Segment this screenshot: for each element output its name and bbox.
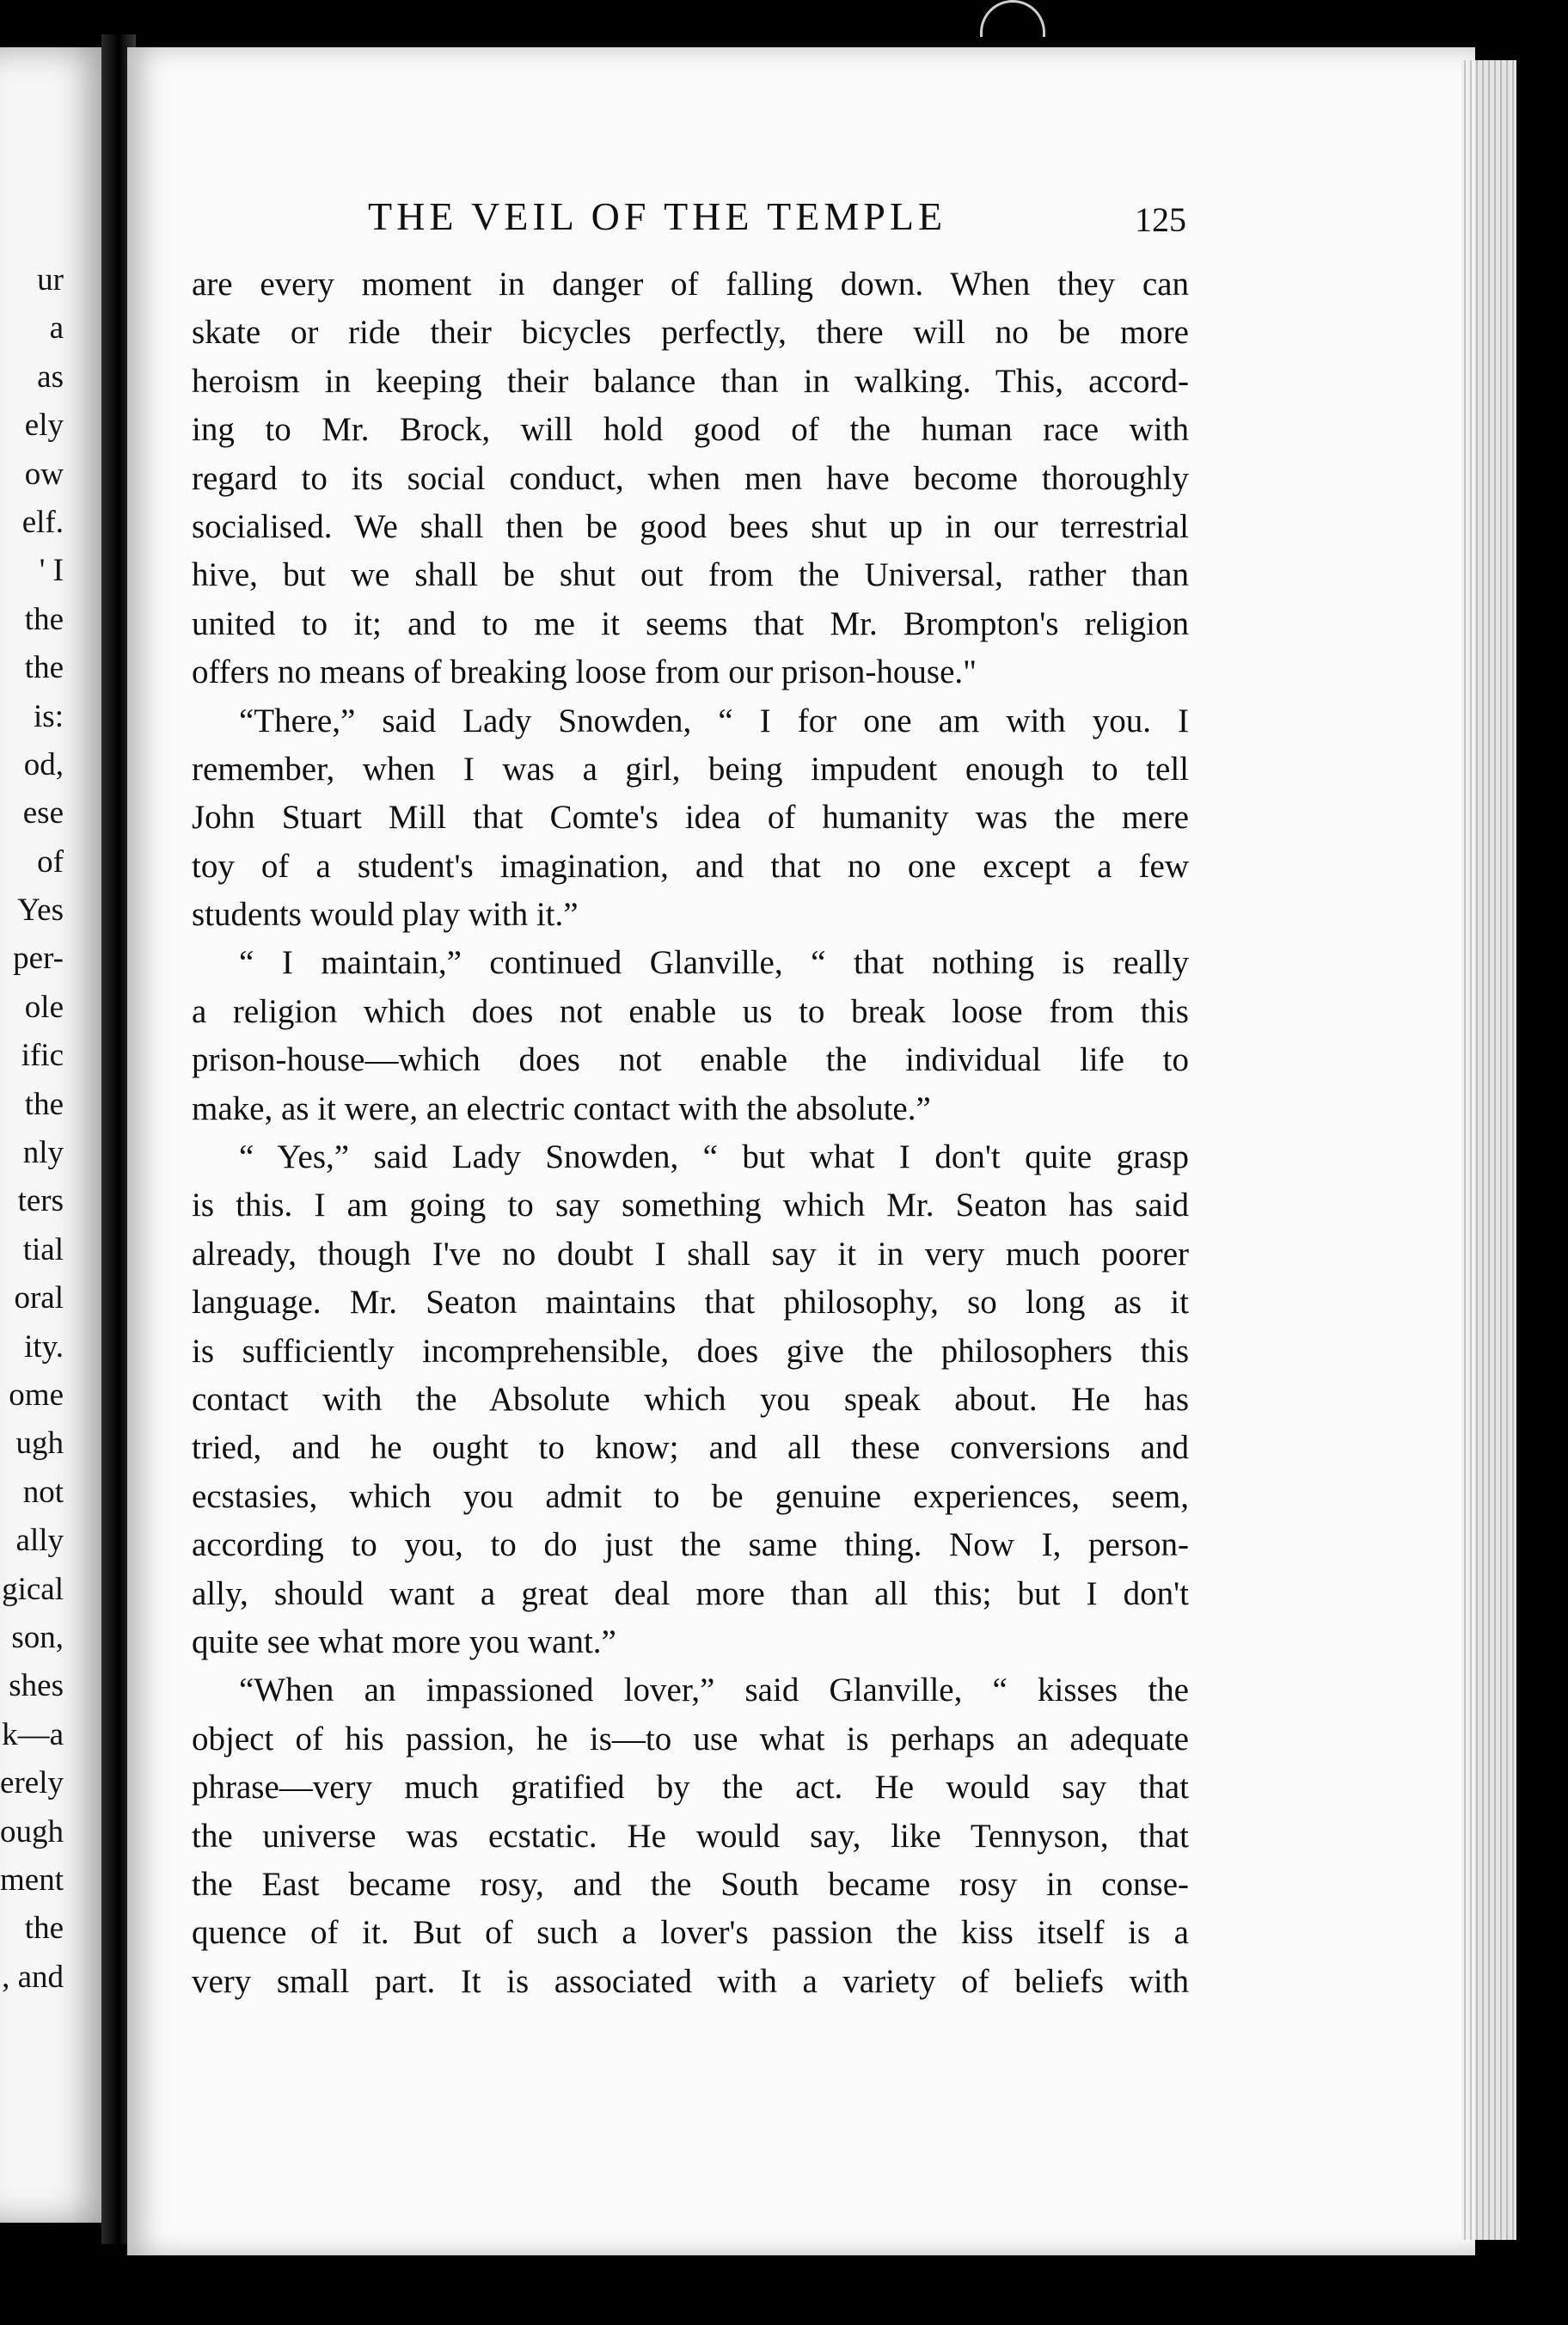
text-line: ally, should want a great deal more than all this; but I don't [192, 1574, 1189, 1612]
text-line: remember, when I was a girl, being impudent enough to tell [192, 750, 1189, 788]
left-page [0, 47, 113, 2223]
text-line: hive, but we shall be shut out from the Universal, rather than [192, 556, 1189, 594]
page-number: 125 [1135, 200, 1186, 239]
left-page-fragment: nly [22, 1135, 64, 1171]
left-page-fragment: the [24, 601, 64, 637]
left-page-text-fragments [0, 256, 64, 2002]
text-line: united to it; and to me it seems that Mr. Brompton's religion [192, 604, 1189, 642]
left-page-fragment: ters [17, 1183, 64, 1219]
text-line: regard to its social conduct, when men have become thoroughly [192, 459, 1189, 497]
text-line: are every moment in danger of falling down. When they can [192, 266, 1189, 303]
left-page-fragment: the [24, 1911, 64, 1947]
left-page-fragment: tial [22, 1231, 64, 1267]
left-page-fragment: is: [34, 698, 64, 734]
left-page-fragment: Yes [17, 893, 64, 929]
text-line: “There,” said Lady Snowden, “ I for one am with you. I [239, 702, 1189, 739]
left-page-fragment: son, [11, 1619, 64, 1655]
left-page-fragment: a [49, 310, 64, 347]
text-line: heroism in keeping their balance than in walking. This, accord- [192, 362, 1189, 400]
text-line: already, though I've no doubt I shall say it in very much poorer [192, 1235, 1189, 1273]
text-line: contact with the Absolute which you speak about. He has [192, 1380, 1189, 1418]
text-line: language. Mr. Seaton maintains that philosophy, so long as it [192, 1284, 1189, 1322]
text-line: ing to Mr. Brock, will hold good of the human race with [192, 411, 1189, 449]
left-page-fragment: per- [13, 941, 64, 977]
page-edges [1461, 60, 1516, 2240]
text-line: the East became rosy, and the South became rosy in conse- [192, 1865, 1189, 1903]
left-page-fragment: ific [21, 1038, 64, 1074]
left-page-fragment: the [24, 1086, 64, 1122]
left-page-fragment: as [37, 359, 64, 395]
text-line: very small part. It is associated with a variety of beliefs with [192, 1962, 1189, 2000]
left-page-fragment: ' I [39, 553, 64, 589]
left-page-fragment: ome [9, 1377, 64, 1413]
page-body-text [192, 261, 1189, 2006]
text-line: students would play with it.” [192, 896, 579, 934]
left-page-fragment: of [37, 844, 64, 880]
text-line: the universe was ecstatic. He would say, like Tennyson, that [192, 1817, 1189, 1855]
text-line: skate or ride their bicycles perfectly, there will no be more [192, 314, 1189, 352]
text-line: according to you, to do just the same thing. Now I, person- [192, 1526, 1189, 1564]
left-page-fragment: ow [24, 456, 64, 492]
text-line: make, as it were, an electric contact with the absolute.” [192, 1089, 931, 1127]
text-line: ecstasies, which you admit to be genuine experiences, seem, [192, 1477, 1189, 1515]
left-page-fragment: ity. [24, 1328, 64, 1365]
text-line: tried, and he ought to know; and all these conversions and [192, 1429, 1189, 1467]
text-line: offers no means of breaking loose from our prison-house." [192, 653, 977, 691]
left-page-fragment: ur [37, 262, 64, 298]
left-page-fragment: ment [0, 1862, 64, 1898]
left-page-fragment: ally [15, 1523, 64, 1559]
text-line: quence of it. But of such a lover's passion the kiss itself is a [192, 1914, 1189, 1952]
left-page-fragment: , and [2, 1959, 64, 1995]
text-line: prison-house—which does not enable the individual life to [192, 1041, 1189, 1079]
left-page-fragment: ugh [15, 1426, 64, 1462]
text-line: “ Yes,” said Lady Snowden, “ but what I don't quite grasp [239, 1138, 1189, 1176]
text-line: “When an impassioned lover,” said Glanville, “ kisses the [239, 1672, 1189, 1709]
text-line: quite see what more you want.” [192, 1623, 616, 1660]
left-page-fragment: ely [24, 408, 64, 444]
left-page-fragment: od, [23, 746, 64, 782]
text-line: phrase—very much gratified by the act. He would say that [192, 1769, 1189, 1807]
left-page-fragment: shes [9, 1668, 64, 1704]
scanner-tab-mark [980, 0, 1045, 37]
left-page-fragment: erely [0, 1765, 64, 1801]
text-line: “ I maintain,” continued Glanville, “ that nothing is really [239, 944, 1189, 982]
left-page-fragment: k—a [2, 1716, 64, 1752]
text-line: is sufficiently incomprehensible, does give the philosophers this [192, 1332, 1189, 1370]
text-line: is this. I am going to say something which Mr. Seaton has said [192, 1187, 1189, 1224]
left-page-fragment: the [24, 650, 64, 686]
text-line: a religion which does not enable us to break loose from this [192, 992, 1189, 1030]
text-line: John Stuart Mill that Comte's idea of humanity was the mere [192, 799, 1189, 837]
left-page-fragment: ough [0, 1813, 64, 1850]
left-page-fragment: elf. [21, 504, 64, 540]
text-line: socialised. We shall then be good bees shut up in our terrestrial [192, 507, 1189, 545]
text-line: object of his passion, he is—to use what is perhaps an adequate [192, 1720, 1189, 1758]
left-page-fragment: ese [22, 795, 64, 831]
text-line: toy of a student's imagination, and that no one except a few [192, 847, 1189, 885]
left-page-fragment: gical [2, 1571, 64, 1607]
left-page-fragment: oral [14, 1280, 64, 1316]
running-head: THE VEIL OF THE TEMPLE [368, 194, 947, 238]
left-page-fragment: not [22, 1474, 64, 1510]
left-page-fragment: ole [24, 989, 64, 1025]
